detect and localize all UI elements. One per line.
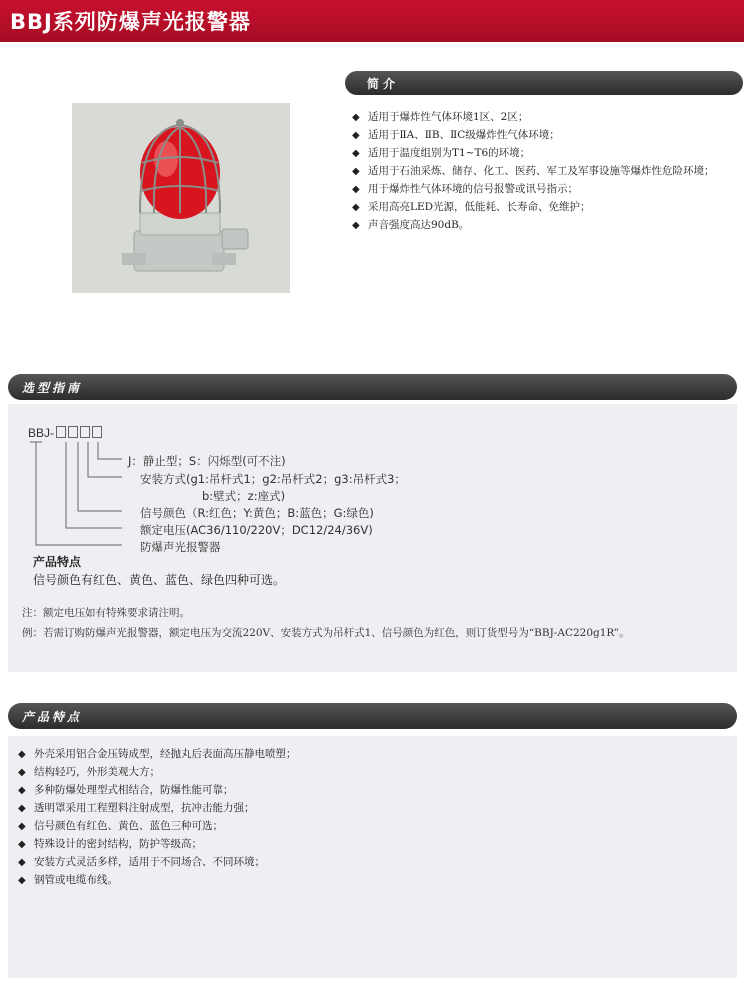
selection-example: 例：若需订购防爆声光报警器，额定电压为交流220V、安装方式为吊杆式1、信号颜色为红色，则订货型号为“BBJ-AC220g1R”。 — [22, 627, 630, 639]
diamond-icon: ◆ — [18, 767, 26, 778]
feature-subtitle: 产品特点 — [33, 555, 82, 569]
diamond-icon: ◆ — [352, 130, 360, 141]
model-code-prefix: BBJ- — [28, 426, 55, 440]
diamond-icon: ◆ — [18, 785, 26, 796]
list-item: ◆ 适用于温度组别为T1~T6的环境； — [352, 144, 715, 162]
diamond-icon: ◆ — [18, 857, 26, 868]
diamond-icon: ◆ — [352, 166, 360, 177]
diamond-icon: ◆ — [352, 184, 360, 195]
list-item: ◆ 声音强度高达90dB。 — [352, 216, 715, 234]
list-item: ◆ 适用于ⅡA、ⅡB、ⅡC级爆炸性气体环境； — [352, 126, 715, 144]
intro-heading: 简介 — [367, 77, 400, 91]
list-item: ◆ 安装方式灵活多样，适用于不同场合、不同环境； — [18, 853, 297, 871]
list-item: ◆ 用于爆炸性气体环境的信号报警或讯号指示； — [352, 180, 715, 198]
page-title: BBJ系列防爆声光报警器 — [10, 10, 251, 34]
diamond-icon: ◆ — [352, 112, 360, 123]
feature-summary: 信号颜色有红色、黄色、蓝色、绿色四种可选。 — [33, 573, 286, 587]
diamond-icon: ◆ — [18, 749, 26, 760]
features-heading-bar — [8, 703, 737, 729]
option-color: 信号颜色（R:红色；Y:黄色；B:蓝色；G:绿色) — [140, 506, 374, 520]
list-item: ◆ 结构轻巧，外形美观大方； — [18, 763, 297, 781]
list-item: ◆ 外壳采用铝合金压铸成型，经抛丸后表面高压静电喷塑； — [18, 745, 297, 763]
list-item: ◆ 信号颜色有红色、黄色、蓝色三种可选； — [18, 817, 297, 835]
features-list — [18, 745, 297, 889]
list-item: ◆ 多种防爆处理型式相结合，防爆性能可靠； — [18, 781, 297, 799]
list-item: ◆ 钢管或电缆布线。 — [18, 871, 297, 889]
features-heading: 产品特点 — [22, 710, 83, 724]
list-item: ◆ 透明罩采用工程塑料注射成型，抗冲击能力强； — [18, 799, 297, 817]
list-item: ◆ 采用高亮LED光源，低能耗、长寿命、免维护； — [352, 198, 715, 216]
diamond-icon: ◆ — [352, 148, 360, 159]
option-product: 防爆声光报警器 — [140, 540, 221, 554]
selection-heading: 选型指南 — [22, 381, 83, 395]
list-item: ◆ 特殊设计的密封结构，防护等级高； — [18, 835, 297, 853]
list-item: ◆ 适用于爆炸性气体环境1区、2区； — [352, 108, 715, 126]
diamond-icon: ◆ — [18, 803, 26, 814]
option-mount-cont: b:壁式；z:座式) — [202, 489, 286, 503]
diamond-icon: ◆ — [352, 202, 360, 213]
diamond-icon: ◆ — [352, 220, 360, 231]
diamond-icon: ◆ — [18, 821, 26, 832]
option-type: J：静止型；S：闪烁型(可不注) — [128, 454, 286, 468]
list-item: ◆ 适用于石油采炼、储存、化工、医药、军工及军事设施等爆炸性危险环境； — [352, 162, 715, 180]
diamond-icon: ◆ — [18, 839, 26, 850]
diamond-icon: ◆ — [18, 875, 26, 886]
option-mount: 安装方式(g1:吊杆式1；g2:吊杆式2；g3:吊杆式3； — [140, 472, 406, 486]
selection-note: 注：额定电压如有特殊要求请注明。 — [22, 607, 190, 619]
option-voltage: 额定电压(AC36/110/220V；DC12/24/36V) — [140, 523, 373, 537]
